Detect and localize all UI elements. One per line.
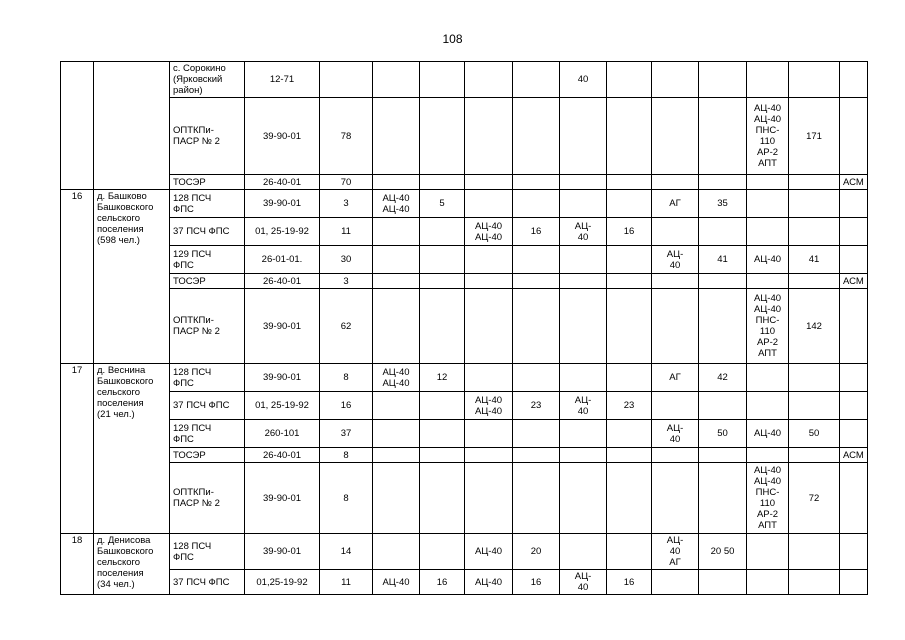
table-cell [607, 190, 652, 218]
table-cell: АГ [652, 364, 699, 392]
table-cell [699, 463, 747, 534]
unit-cell: ОПТКПи- ПАСР № 2 [170, 289, 245, 364]
table-cell [789, 570, 840, 595]
table-cell: АЦ-40 АЦ-40 [465, 392, 513, 420]
table-cell [373, 218, 420, 246]
table-cell: 41 [789, 246, 840, 274]
table-row [61, 218, 868, 246]
table-cell: АЦ-40 АЦ-40 [465, 218, 513, 246]
table-cell [560, 534, 607, 570]
table-cell: 3 [320, 190, 373, 218]
settlement-cell: д. Башково Башковского сельского поселения (598 чел.) [94, 190, 170, 364]
unit-cell: 37 ПСЧ ФПС [170, 392, 245, 420]
table-cell: 16 [607, 218, 652, 246]
table-cell [513, 98, 560, 175]
table-cell [513, 246, 560, 274]
table-cell: 37 [320, 420, 373, 448]
table-cell: 39-90-01 [245, 289, 320, 364]
table-cell [420, 448, 465, 463]
table-row [61, 448, 868, 463]
table-cell: АЦ-40 АЦ-40 [373, 364, 420, 392]
table-cell [789, 534, 840, 570]
table-cell [652, 274, 699, 289]
table-cell: 11 [320, 570, 373, 595]
table-cell: АЦ- 40 [652, 420, 699, 448]
table-cell [513, 463, 560, 534]
table-cell: АЦ- 40 [560, 218, 607, 246]
table-cell [699, 218, 747, 246]
table-row [61, 62, 868, 98]
table-cell [652, 289, 699, 364]
unit-cell: 37 ПСЧ ФПС [170, 570, 245, 595]
table-cell: 8 [320, 448, 373, 463]
table-cell [465, 175, 513, 190]
table-cell [747, 62, 789, 98]
table-cell: АЦ- 40 АГ [652, 534, 699, 570]
table-cell [699, 62, 747, 98]
table-cell [560, 420, 607, 448]
table-cell [607, 175, 652, 190]
table-cell [840, 364, 868, 392]
table-cell [373, 463, 420, 534]
table-cell [513, 190, 560, 218]
table-cell: 42 [699, 364, 747, 392]
table-cell: АЦ-40 [747, 420, 789, 448]
table-cell [789, 175, 840, 190]
table-row [61, 98, 868, 175]
table-cell [607, 246, 652, 274]
table-cell [373, 246, 420, 274]
table-cell [320, 62, 373, 98]
row-number-cell [61, 62, 94, 190]
table-cell: 12-71 [245, 62, 320, 98]
table-cell [513, 420, 560, 448]
unit-cell: 129 ПСЧ ФПС [170, 246, 245, 274]
table-cell [607, 98, 652, 175]
table-cell: 23 [513, 392, 560, 420]
table-cell: АЦ- 40 [560, 570, 607, 595]
table-cell [420, 218, 465, 246]
table-cell: АЦ- 40 [652, 246, 699, 274]
table-cell: 26-40-01 [245, 274, 320, 289]
table-cell: 35 [699, 190, 747, 218]
table-row [61, 364, 868, 392]
table-cell [420, 62, 465, 98]
table-cell: 26-40-01 [245, 448, 320, 463]
table-cell [560, 246, 607, 274]
table-cell [652, 98, 699, 175]
unit-cell: ТОСЭР [170, 448, 245, 463]
table-cell [420, 463, 465, 534]
table-cell [747, 570, 789, 595]
table-cell [420, 420, 465, 448]
table-cell: 8 [320, 463, 373, 534]
table-cell [513, 289, 560, 364]
table-cell [607, 420, 652, 448]
table-cell [373, 392, 420, 420]
table-cell: 16 [420, 570, 465, 595]
table-cell: 01, 25-19-92 [245, 218, 320, 246]
table-cell: 50 [789, 420, 840, 448]
table-cell: 16 [320, 392, 373, 420]
table-cell [840, 420, 868, 448]
table-cell [699, 274, 747, 289]
unit-cell: ОПТКПи- ПАСР № 2 [170, 98, 245, 175]
table-cell [465, 98, 513, 175]
table-cell [789, 62, 840, 98]
table-cell [747, 392, 789, 420]
table-cell [699, 448, 747, 463]
table-cell [652, 175, 699, 190]
table-cell [560, 364, 607, 392]
table-cell: АСМ [840, 274, 868, 289]
table-cell [607, 62, 652, 98]
page-number: 108 [442, 32, 463, 46]
table-cell [420, 289, 465, 364]
table-cell [560, 289, 607, 364]
table-cell [652, 463, 699, 534]
table-cell: 16 [607, 570, 652, 595]
table-cell: 16 [513, 218, 560, 246]
table-cell [373, 420, 420, 448]
table-cell [373, 274, 420, 289]
table-cell [652, 570, 699, 595]
table-cell [699, 570, 747, 595]
table-row [61, 175, 868, 190]
table-cell [699, 392, 747, 420]
table-cell [420, 274, 465, 289]
table-cell [420, 175, 465, 190]
unit-cell: с. Сорокино (Ярковский район) [170, 62, 245, 98]
table-cell [840, 218, 868, 246]
table-cell [465, 463, 513, 534]
table-cell [465, 274, 513, 289]
table-cell [560, 190, 607, 218]
table-cell: 70 [320, 175, 373, 190]
table-cell [789, 274, 840, 289]
row-number-cell: 16 [61, 190, 94, 364]
table-cell: 26-40-01 [245, 175, 320, 190]
table-cell [373, 289, 420, 364]
table-cell: 41 [699, 246, 747, 274]
table-cell [789, 392, 840, 420]
table-cell [840, 289, 868, 364]
unit-cell: ОПТКПи- ПАСР № 2 [170, 463, 245, 534]
table-cell: 23 [607, 392, 652, 420]
table-cell: 01, 25-19-92 [245, 392, 320, 420]
table-cell: АЦ-40 АЦ-40 [373, 190, 420, 218]
table-cell [560, 98, 607, 175]
settlement-cell [94, 62, 170, 190]
table-cell [373, 448, 420, 463]
table-cell [513, 274, 560, 289]
table-cell: 11 [320, 218, 373, 246]
table-cell [513, 364, 560, 392]
table-cell: АЦ-40 АЦ-40 ПНС- 110 АР-2 АПТ [747, 463, 789, 534]
unit-cell: 128 ПСЧ ФПС [170, 534, 245, 570]
table-cell: 40 [560, 62, 607, 98]
table-cell [607, 364, 652, 392]
fire-units-table [60, 61, 868, 595]
table-cell: 50 [699, 420, 747, 448]
table-cell [513, 62, 560, 98]
table-cell [699, 98, 747, 175]
table-cell: АЦ-40 [747, 246, 789, 274]
table-cell [560, 274, 607, 289]
table-cell: 39-90-01 [245, 364, 320, 392]
table-cell [560, 448, 607, 463]
table-row [61, 392, 868, 420]
table-cell: 39-90-01 [245, 190, 320, 218]
table-cell: АГ [652, 190, 699, 218]
table-cell: 14 [320, 534, 373, 570]
table-cell [420, 246, 465, 274]
table-cell: 171 [789, 98, 840, 175]
table-cell [747, 364, 789, 392]
table-cell: 30 [320, 246, 373, 274]
table-cell [465, 62, 513, 98]
table-cell [789, 364, 840, 392]
table-cell [789, 218, 840, 246]
table-cell [465, 364, 513, 392]
table-cell [465, 448, 513, 463]
unit-cell: 128 ПСЧ ФПС [170, 364, 245, 392]
table-cell: 01,25-19-92 [245, 570, 320, 595]
table-cell: АЦ-40 [465, 570, 513, 595]
unit-cell: ТОСЭР [170, 175, 245, 190]
row-number-cell: 18 [61, 534, 94, 595]
table-cell: 260-101 [245, 420, 320, 448]
table-cell [747, 448, 789, 463]
table-cell: 8 [320, 364, 373, 392]
table-cell [747, 274, 789, 289]
table-cell [560, 175, 607, 190]
unit-cell: ТОСЭР [170, 274, 245, 289]
table-cell: 39-90-01 [245, 98, 320, 175]
table-cell [420, 98, 465, 175]
table-cell [420, 534, 465, 570]
table-cell [652, 448, 699, 463]
row-number-cell: 17 [61, 364, 94, 534]
table-row [61, 534, 868, 570]
table-cell: АСМ [840, 448, 868, 463]
table-cell [465, 246, 513, 274]
table-cell [465, 420, 513, 448]
table-cell [465, 190, 513, 218]
unit-cell: 37 ПСЧ ФПС [170, 218, 245, 246]
table-cell [840, 246, 868, 274]
table-cell [747, 218, 789, 246]
table-row [61, 463, 868, 534]
table-cell [840, 98, 868, 175]
table-cell [789, 448, 840, 463]
table-cell [373, 175, 420, 190]
table-cell: 39-90-01 [245, 534, 320, 570]
table-cell: 3 [320, 274, 373, 289]
table-cell [840, 190, 868, 218]
table-cell [699, 289, 747, 364]
table-row [61, 289, 868, 364]
table-cell [373, 62, 420, 98]
table-cell [840, 534, 868, 570]
table-cell [607, 463, 652, 534]
table-cell [747, 175, 789, 190]
table-cell [652, 392, 699, 420]
table-cell: 72 [789, 463, 840, 534]
table-cell: 62 [320, 289, 373, 364]
table-cell: 5 [420, 190, 465, 218]
table-cell [699, 175, 747, 190]
table-cell [373, 534, 420, 570]
table-cell [513, 448, 560, 463]
table-cell: АЦ-40 [373, 570, 420, 595]
table-cell [747, 534, 789, 570]
settlement-cell: д. Веснина Башковского сельского поселения (21 чел.) [94, 364, 170, 534]
table-cell [840, 463, 868, 534]
table-cell: АЦ-40 [465, 534, 513, 570]
table-row [61, 274, 868, 289]
table-cell: АСМ [840, 175, 868, 190]
table-cell: 26-01-01. [245, 246, 320, 274]
table-cell [560, 463, 607, 534]
table-cell [607, 289, 652, 364]
table-cell [607, 274, 652, 289]
table-cell: АЦ-40 АЦ-40 ПНС- 110 АР-2 АПТ [747, 289, 789, 364]
table-cell [420, 392, 465, 420]
table-cell [652, 218, 699, 246]
table-cell [513, 175, 560, 190]
table-cell [747, 190, 789, 218]
table-cell [607, 534, 652, 570]
table-cell: 16 [513, 570, 560, 595]
table-cell [840, 62, 868, 98]
table-cell: 20 50 [699, 534, 747, 570]
table-cell [652, 62, 699, 98]
table-row [61, 570, 868, 595]
table-cell [373, 98, 420, 175]
unit-cell: 129 ПСЧ ФПС [170, 420, 245, 448]
table-cell [840, 392, 868, 420]
table-cell: 78 [320, 98, 373, 175]
unit-cell: 128 ПСЧ ФПС [170, 190, 245, 218]
table-cell [465, 289, 513, 364]
table-row [61, 190, 868, 218]
table-cell: 39-90-01 [245, 463, 320, 534]
table-row [61, 420, 868, 448]
table-cell: АЦ- 40 [560, 392, 607, 420]
table-cell: 20 [513, 534, 560, 570]
table-cell [840, 570, 868, 595]
table-cell [789, 190, 840, 218]
table-cell: 12 [420, 364, 465, 392]
settlement-cell: д. Денисова Башковского сельского поселения (34 чел.) [94, 534, 170, 595]
table-cell: АЦ-40 АЦ-40 ПНС- 110 АР-2 АПТ [747, 98, 789, 175]
table-row [61, 246, 868, 274]
table-cell: 142 [789, 289, 840, 364]
table-cell [607, 448, 652, 463]
